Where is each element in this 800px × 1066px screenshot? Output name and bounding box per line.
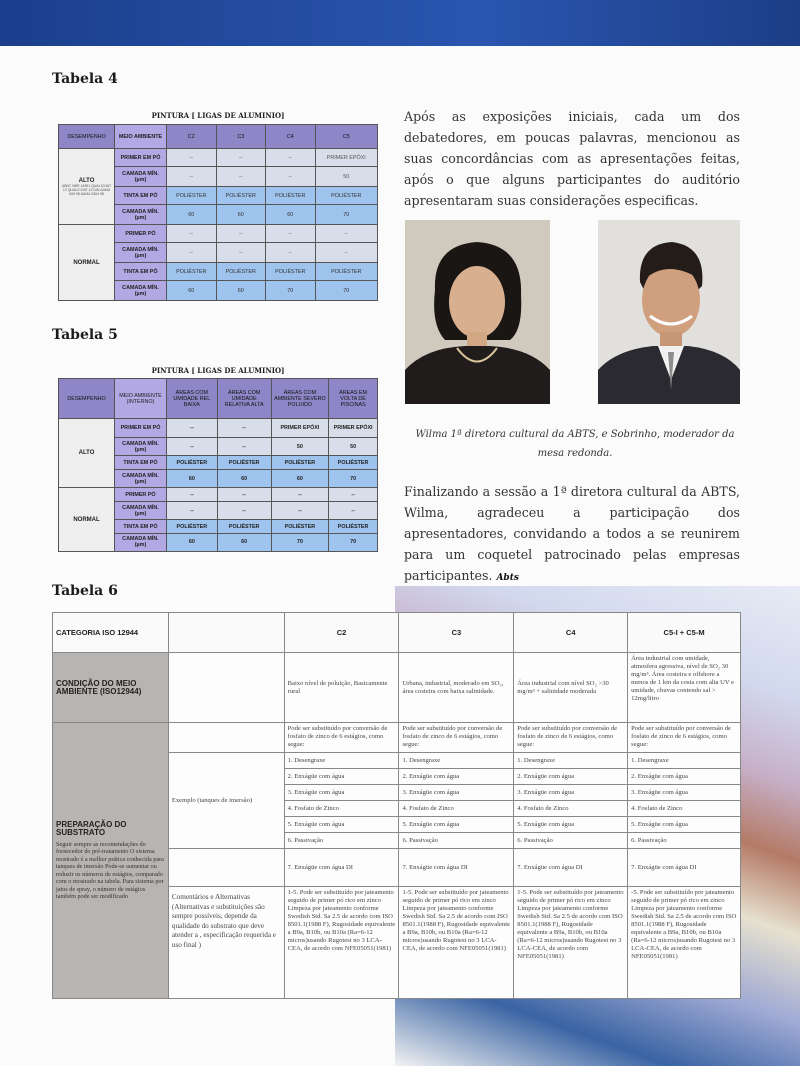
table-cell: 60 [216, 205, 266, 225]
table-cell: 6. Passivação [284, 833, 399, 849]
portrait-man-icon [598, 220, 740, 404]
header-cell: MEIO AMBIENTE (INTERNO) [115, 379, 167, 419]
comentarios-label: Comentários e Alternativas (Alternativas e substituições são sempre possíveis, depende da qualidade do substrato que deve atender a , especificação requerida e uso final ) [168, 887, 284, 999]
table-cell: -- [216, 149, 266, 167]
table-cell: POLIÉSTER [329, 520, 378, 534]
header-cell: C2 [167, 125, 217, 149]
table-cell: -- [167, 167, 217, 187]
header-cell: CATEGORIA ISO 12944 [53, 613, 169, 653]
top-banner [0, 0, 800, 46]
table-cell: Pode ser substituído por conversão de fosfato de zinco de 6 estágios, como segue: [399, 723, 514, 753]
table-cell: Pode ser substituído por conversão de fosfato de zinco de 6 estágios, como segue: [514, 723, 628, 753]
table-cell: 3. Enxágüe com água [628, 785, 741, 801]
table-cell: 6. Passivação [628, 833, 741, 849]
table-cell [168, 723, 284, 753]
tabela6-title: Tabela 6 [52, 583, 118, 599]
row-label: TINTA EM PÓ [115, 187, 167, 205]
table-cell: Urbana, industrial, moderado em SO₂, área costeira com baixa salinidade. [399, 653, 514, 723]
table-cell: -- [266, 243, 316, 263]
table-cell: -- [329, 488, 378, 502]
table-cell: 50 [315, 167, 377, 187]
table-cell: POLIÉSTER [167, 520, 218, 534]
table-cell: 4. Fosfato de Zinco [628, 801, 741, 817]
table-cell: Pode ser substituído por conversão de fosfato de zinco de 6 estágios, como segue: [628, 723, 741, 753]
row-label: PREPARAÇÃO DO SUBSTRATO [56, 819, 127, 837]
table-cell: POLIÉSTER [315, 187, 377, 205]
table-cell: 60 [167, 470, 218, 488]
table-cell: POLIÉSTER [167, 187, 217, 205]
header-cell: DESEMPENHO [59, 379, 115, 419]
table-cell: 50 [329, 438, 378, 456]
abts-end-logo: Abts [496, 573, 519, 583]
row-label: TINTA EM PÓ [115, 456, 167, 470]
row-label: TINTA EM PÓ [115, 263, 167, 281]
row-label: CAMADA MÍN. (µm) [115, 167, 167, 187]
table-cell: PRIMER EPÓXI [271, 419, 329, 438]
table-cell: -- [271, 502, 329, 520]
table-cell: 60 [167, 281, 217, 301]
table-cell: 70 [271, 533, 329, 551]
prep-label-cell [53, 723, 169, 999]
table-cell: 6. Passivação [399, 833, 514, 849]
table-cell: 5. Enxágüe com água [514, 817, 628, 833]
table-row [59, 225, 378, 243]
row-label: TINTA EM PÓ [115, 520, 167, 534]
table-cell: 60 [217, 533, 271, 551]
table-cell: 3. Enxágüe com água [514, 785, 628, 801]
tabela5-subtitle: PINTURA [ LIGAS DE ALUMINIO] [151, 366, 285, 375]
row-label: CAMADA MÍN. (µm) [115, 502, 167, 520]
header-cell: C3 [399, 613, 514, 653]
norm-refs: ABNT NBR 14951 QUALICOAT 13 QUALICOAT 12 DIN AAMA 605 98 AAMA 2604 98 [61, 183, 112, 196]
header-cell: C2 [284, 613, 399, 653]
tabela4-subtitle: PINTURA [ LIGAS DE ALUMINIO] [151, 111, 285, 120]
table-cell: 70 [329, 533, 378, 551]
table-cell: -- [167, 419, 218, 438]
table-cell: 1-5. Pode ser substituído por jateamento seguido de primer pó rico em zinco Limpeza por jateamento conforme Swedish Std. Sa 2.5 de acordo com ISO 8501.1(1988 F), Rugosidade equivalente a B9a, B10b, ou B10a (Ra=6-12 micros)usando Rugotest no 3 LCA-CEA, de acordo com NFE05051(1981) [284, 887, 399, 999]
table-cell: -- [217, 438, 271, 456]
table-cell: 70 [315, 281, 377, 301]
photo-sobrinho [598, 220, 740, 404]
table-cell: PRIMER EPÓXI [315, 149, 377, 167]
row-label: CAMADA MÍN. (µm) [115, 533, 167, 551]
table-cell: 60 [167, 533, 218, 551]
table-cell: 2. Enxágüe com água [399, 769, 514, 785]
group-alto [59, 149, 115, 225]
table-cell: -- [315, 225, 377, 243]
tabela5 [58, 378, 378, 552]
table-cell: 2. Enxágüe com água [628, 769, 741, 785]
table-cell: -- [167, 243, 217, 263]
table-cell: 60 [216, 281, 266, 301]
table-cell: -- [167, 488, 218, 502]
table-cell: 1. Desengraxe [399, 753, 514, 769]
table-cell: 60 [167, 205, 217, 225]
table-cell: 60 [271, 470, 329, 488]
table-cell: 50 [271, 438, 329, 456]
table-row [53, 723, 741, 753]
row-label: CONDIÇÃO DO MEIO AMBIENTE (ISO12944) [53, 653, 169, 723]
table-cell: 7. Enxágüe com água DI [284, 849, 399, 887]
row-label: PRIMER EM PÓ [115, 419, 167, 438]
table-cell [168, 849, 284, 887]
row-label: CAMADA MÍN. (µm) [115, 438, 167, 456]
table-cell: -- [216, 167, 266, 187]
table-cell: POLIÉSTER [329, 456, 378, 470]
table-cell: POLIÉSTER [266, 263, 316, 281]
table-cell: 1. Desengraxe [514, 753, 628, 769]
table-cell: -- [167, 149, 217, 167]
table-cell: 70 [266, 281, 316, 301]
table-cell: 60 [217, 470, 271, 488]
table-cell: POLIÉSTER [216, 263, 266, 281]
table-cell: POLIÉSTER [271, 456, 329, 470]
prep-note: Seguir sempre as recomendações do fornecedor do pré-tratamento O sistema mostrado é a melhor prática conhecida para tanques de imersão Pode-se aumentar ou reduzir os números de estágios, comparado com o mostrado na tabela. Para sistema por jatos de spray, o número de estágios também pode ser modificado [56, 840, 164, 900]
table-cell: 2. Enxágüe com água [514, 769, 628, 785]
row-label: CAMADA MÍN. (µm) [115, 205, 167, 225]
header-cell: ÁREAS COM UMIDADE REL BAIXA [167, 379, 218, 419]
table-cell: -- [217, 488, 271, 502]
table-cell: -- [266, 167, 316, 187]
portrait-woman-icon [405, 220, 550, 404]
table-cell: Pode ser substituído por conversão de fosfato de zinco de 6 estágios, como segue: [284, 723, 399, 753]
table-cell: 5. Enxágüe com água [399, 817, 514, 833]
table-cell: 5. Enxágüe com água [628, 817, 741, 833]
table-cell: -- [329, 502, 378, 520]
tabela5-title: Tabela 5 [52, 327, 118, 343]
table-row [59, 419, 378, 438]
group-normal: NORMAL [59, 225, 115, 301]
table-cell: -5. Pode ser substituído por jateamento seguido de primer pó rico em zinco Limpeza por jateamento conforme Swedish Std. Sa 2.5 de acordo com ISO 8501.1(1988 F), Rugosidade equivalente a B9a, B10b, ou B10a (Ra=6-12 micros)usando Rugotest no 3 LCA-CEA, de acordo com NFE05051(1981) [628, 887, 741, 999]
table-cell: POLIÉSTER [217, 456, 271, 470]
exemplo-label: Exemplo (tanques de imersão) [168, 753, 284, 849]
table-cell: 1-5. Pode ser substituído por jateamento seguido de primer pó rico em zinco Limpeza por jateamento conforme Swedish Std. Sa 2.5 de acordo com ISO 8501.1(1988 F), Rugosidade equivalente a B9a, B10b, ou B10a (Ra=6-12 micros)usando Rugotest no 3 LCA-CEA, de acordo com NFE05051(1981) [399, 887, 514, 999]
header-cell: ÁREAS COM UMIDADE RELATIVA ALTA [217, 379, 271, 419]
tabela6 [52, 612, 741, 999]
group-normal: NORMAL [59, 488, 115, 552]
table-cell: -- [167, 502, 218, 520]
group-label: ALTO [78, 177, 95, 184]
table-cell: -- [315, 243, 377, 263]
table-cell: POLIÉSTER [216, 187, 266, 205]
table-row [59, 149, 378, 167]
closing-text: Finalizando a sessão a 1ª diretora cultural da ABTS, Wilma, agradeceu a participação dos apresentadores, convidando a todos a se reunirem para um coquetel patrocinado pelas empresas participantes. [404, 484, 740, 583]
table-header-row [53, 613, 741, 653]
table-cell: 70 [315, 205, 377, 225]
header-cell: MEIO AMBIENTE [115, 125, 167, 149]
table-cell: -- [266, 149, 316, 167]
header-cell: DESEMPENHO [59, 125, 115, 149]
tabela4-title: Tabela 4 [52, 71, 118, 87]
group-alto: ALTO [59, 419, 115, 488]
row-label: CAMADA MÍN. (µm) [115, 281, 167, 301]
table-cell: 4. Fosfato de Zinco [284, 801, 399, 817]
header-cell: C5-I + C5-M [628, 613, 741, 653]
tabela4 [58, 124, 378, 301]
row-label: PRIMER PÓ [115, 225, 167, 243]
table-cell: -- [167, 225, 217, 243]
table-cell: 3. Enxágüe com água [284, 785, 399, 801]
table-cell: Baixo nível de poluição, Basicamente rural [284, 653, 399, 723]
row-label: CAMADA MÍN. (µm) [115, 470, 167, 488]
table-cell: 2. Enxágüe com água [284, 769, 399, 785]
table-cell: Área industrial com nível SO₂ >30 mg/m³ + salinidade moderada [514, 653, 628, 723]
table-cell: POLIÉSTER [266, 187, 316, 205]
table-cell: -- [216, 225, 266, 243]
table-cell: 1. Desengraxe [628, 753, 741, 769]
table-cell: -- [167, 438, 218, 456]
header-cell: C5 [315, 125, 377, 149]
table-cell: -- [217, 502, 271, 520]
table-cell: 70 [329, 470, 378, 488]
table-cell: POLIÉSTER [167, 263, 217, 281]
table-cell: PRIMER EPÓXI [329, 419, 378, 438]
table-cell: POLIÉSTER [217, 520, 271, 534]
header-cell: ÁREAS COM AMBIENTE SEVERO POLUIDO [271, 379, 329, 419]
header-cell: C4 [266, 125, 316, 149]
table-row [59, 488, 378, 502]
table-cell: 6. Passivação [514, 833, 628, 849]
header-cell: C3 [216, 125, 266, 149]
table-header-row [59, 125, 378, 149]
table-cell: 7. Enxágüe com água DI [628, 849, 741, 887]
photo-caption: Wilma 1ª diretora cultural da ABTS, e Sobrinho, moderador da mesa redonda. [415, 429, 735, 459]
table-cell: 4. Fosfato de Zinco [514, 801, 628, 817]
table-cell: POLIÉSTER [167, 456, 218, 470]
table-cell: 4. Fosfato de Zinco [399, 801, 514, 817]
table-cell: 1. Desengraxe [284, 753, 399, 769]
table-cell: 60 [266, 205, 316, 225]
closing-paragraph [404, 481, 740, 589]
table-cell: -- [216, 243, 266, 263]
table-cell: -- [266, 225, 316, 243]
table-cell: 3. Enxágüe com água [399, 785, 514, 801]
header-cell [168, 613, 284, 653]
row-label: PRIMER PÓ [115, 488, 167, 502]
header-cell: C4 [514, 613, 628, 653]
table-cell: 7. Enxágüe com água DI [514, 849, 628, 887]
row-label: PRIMER EM PÓ [115, 149, 167, 167]
intro-paragraph: Após as exposições iniciais, cada um dos debatedores, em poucas palavras, mencionou as suas concordâncias com as apresentações feitas, após o que alguns participantes do auditório apresentaram suas considerações especificas. [404, 109, 740, 208]
table-header-row [59, 379, 378, 419]
header-cell: ÁREAS EM VOLTA DE PISCINAS [329, 379, 378, 419]
table-row [53, 653, 741, 723]
table-cell: -- [217, 419, 271, 438]
table-cell [168, 653, 284, 723]
row-label: CAMADA MÍN. (µm) [115, 243, 167, 263]
table-cell: POLIÉSTER [315, 263, 377, 281]
photo-wilma [405, 220, 550, 404]
table-cell: -- [271, 488, 329, 502]
table-cell: 1-5. Pode ser substituído por jateamento seguido de primer pó rico em zinco Limpeza por jateamento conforme Swedish Std. Sa 2.5 de acordo com ISO 8501.1(1988 F), Rugosidade equivalente a B9a, B10b, ou B10a (Ra=6-12 micros)usando Rugotest no 3 LCA-CEA, de acordo com NFE05051(1981) [514, 887, 628, 999]
table-cell: Área industrial com umidade, atmosfera agressiva, nível de SO₂ 30 mg/m³. Área costeira e offshore a menos de 1 km da costa com alta UV e umidade, chuvas contendo sal > 12mg/litro [628, 653, 741, 723]
table-cell: 5. Enxágüe com água [284, 817, 399, 833]
table-cell: POLIÉSTER [271, 520, 329, 534]
table-cell: 7. Enxágüe com água DI [399, 849, 514, 887]
